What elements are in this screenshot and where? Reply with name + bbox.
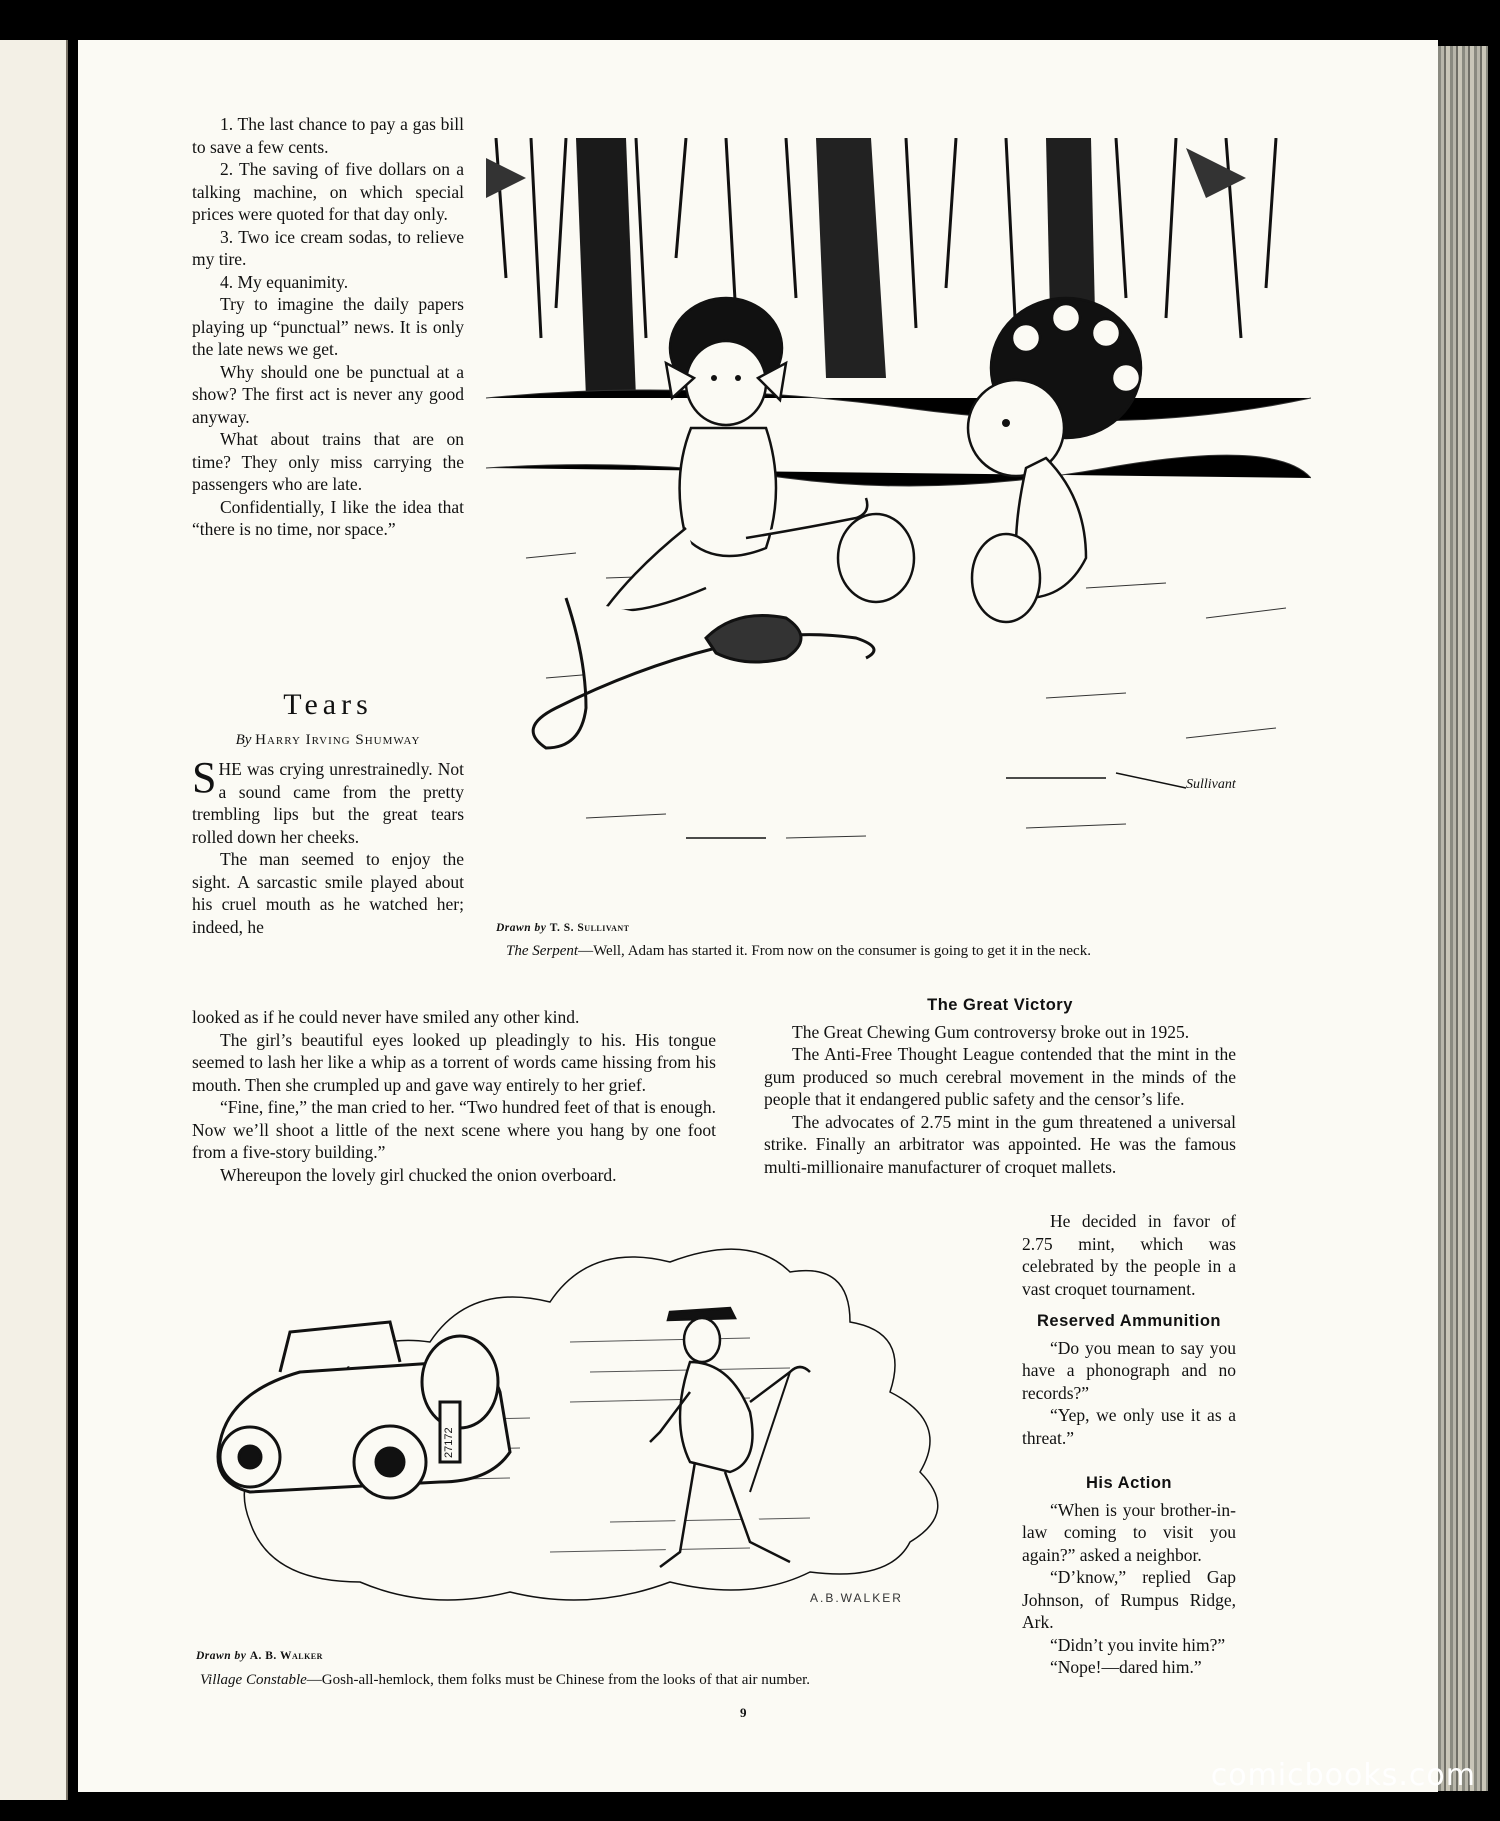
tears-column-wide (192, 1006, 716, 1186)
tears-column-narrow (192, 753, 464, 938)
reserved-ammunition-heading: Reserved Ammunition (1036, 1312, 1221, 1330)
paragraph: Confidentially, I like the idea that “there is no time, nor space.” (192, 496, 464, 539)
caption-title: The Serpent (506, 943, 579, 959)
paragraph: Try to imagine the daily papers playing up “punctual” news. It is only the late news we get. (192, 294, 464, 359)
caption-text: —Gosh-all-hemlock, them folks must be Chinese from the looks of that air number. (306, 1672, 811, 1688)
tears-byline: By Harry Irving Shumway (235, 732, 421, 748)
watermark: comicbooks.com (1210, 1758, 1476, 1793)
serpent-cartoon (486, 138, 1311, 921)
serpent-caption (506, 943, 1091, 960)
left-column-top (192, 113, 464, 541)
great-victory-continued (1022, 1210, 1236, 1300)
paragraph: He decided in favor of 2.75 mint, which was celebrated by the people in a vast croquet tournament. (1022, 1211, 1236, 1299)
list-item: 1. The last chance to pay a gas bill to save a few cents. (192, 114, 464, 157)
paragraph: “Do you mean to say you have a phonograph and no records?” (1022, 1337, 1236, 1403)
his-action-heading: His Action (1086, 1474, 1172, 1492)
license-plate: 27172 (443, 1427, 455, 1458)
svg-text:Sullivant: Sullivant (1186, 777, 1236, 792)
constable-credit: Drawn by A. B. Walker (196, 1650, 323, 1662)
paragraph: “Didn’t you invite him?” (1050, 1634, 1226, 1655)
author-name: Harry Irving Shumway (255, 732, 421, 748)
paragraph: The man seemed to enjoy the sight. A sarcastic smile played about his cruel mouth as he watched her; indeed, he (192, 849, 464, 937)
list-item: 2. The saving of five dollars on a talking machine, on which special prices were quoted for that day only. (192, 159, 464, 224)
paragraph: What about trains that are on time? They only miss carrying the passengers who are late. (192, 429, 464, 494)
paragraph: Why should one be punctual at a show? The first act is never any good anyway. (192, 361, 464, 427)
great-victory-section (764, 994, 1236, 1178)
paragraph: “D’know,” replied Gap Johnson, of Rumpus Ridge, Ark. (1022, 1567, 1236, 1632)
facing-page-edge (0, 40, 68, 1800)
paragraph: The Great Chewing Gum controversy broke out in 1925. (792, 1021, 1190, 1042)
paragraph: “When is your brother-in-law coming to visit you again?” asked a neighbor. (1022, 1499, 1236, 1565)
constable-caption (200, 1672, 810, 1689)
list-item: 3. Two ice cream sodas, to relieve my tire. (192, 226, 464, 269)
paragraph: “Nope!—dared him.” (1050, 1657, 1202, 1677)
paragraph: looked as if he could never have smiled any other kind. (192, 1007, 580, 1027)
drop-cap: S (192, 753, 217, 802)
paragraph: “Yep, we only use it as a threat.” (1022, 1405, 1236, 1448)
village-constable-cartoon (190, 1222, 990, 1642)
book-spine (1438, 46, 1488, 1791)
magazine-page (78, 40, 1438, 1792)
artist-name: T. S. Sullivant (549, 922, 630, 934)
his-action-section (1022, 1472, 1236, 1679)
caption-title: Village Constable (200, 1672, 307, 1688)
tears-title: Tears (283, 688, 373, 721)
page-number: 9 (740, 1705, 747, 1720)
artist-name: A. B. Walker (249, 1650, 323, 1662)
paragraph: SHE was crying unrestrainedly. Not a sound came from the pretty trembling lips but the great tears rolled down her cheeks. (192, 753, 464, 847)
caption-text: —Well, Adam has started it. From now on the consumer is going to get it in the neck. (578, 943, 1091, 959)
paragraph: The advocates of 2.75 mint in the gum threatened a universal strike. Finally an arbitrator was appointed. He was the famous multi-millionaire manufacturer of croquet mallets. (764, 1111, 1236, 1177)
paragraph: Whereupon the lovely girl chucked the onion overboard. (220, 1164, 617, 1185)
serpent-cartoon-drawing (486, 138, 1311, 921)
paragraph: The girl’s beautiful eyes looked up pleadingly to his. His tongue seemed to lash her like a whip as a torrent of words came hissing from his mouth. Then she crumpled up and gave way entirely to her grief. (192, 1029, 716, 1095)
list-item: 4. My equanimity. (220, 271, 349, 292)
reserved-ammunition-section (1022, 1310, 1236, 1449)
paragraph: The Anti-Free Thought League contended that the mint in the gum produced so much cerebral movement in the minds of the people that it endangered public safety and the censor’s life. (764, 1044, 1236, 1109)
great-victory-heading: The Great Victory (927, 996, 1073, 1014)
artist-signature: A.B.WALKER (810, 1591, 903, 1605)
village-constable-drawing (190, 1222, 990, 1642)
serpent-credit: Drawn by T. S. Sullivant (496, 922, 630, 934)
paragraph: “Fine, fine,” the man cried to her. “Two hundred feet of that is enough. Now we’ll shoot a little of the next scene where you hang by one foot from a five-story building.” (192, 1097, 716, 1162)
